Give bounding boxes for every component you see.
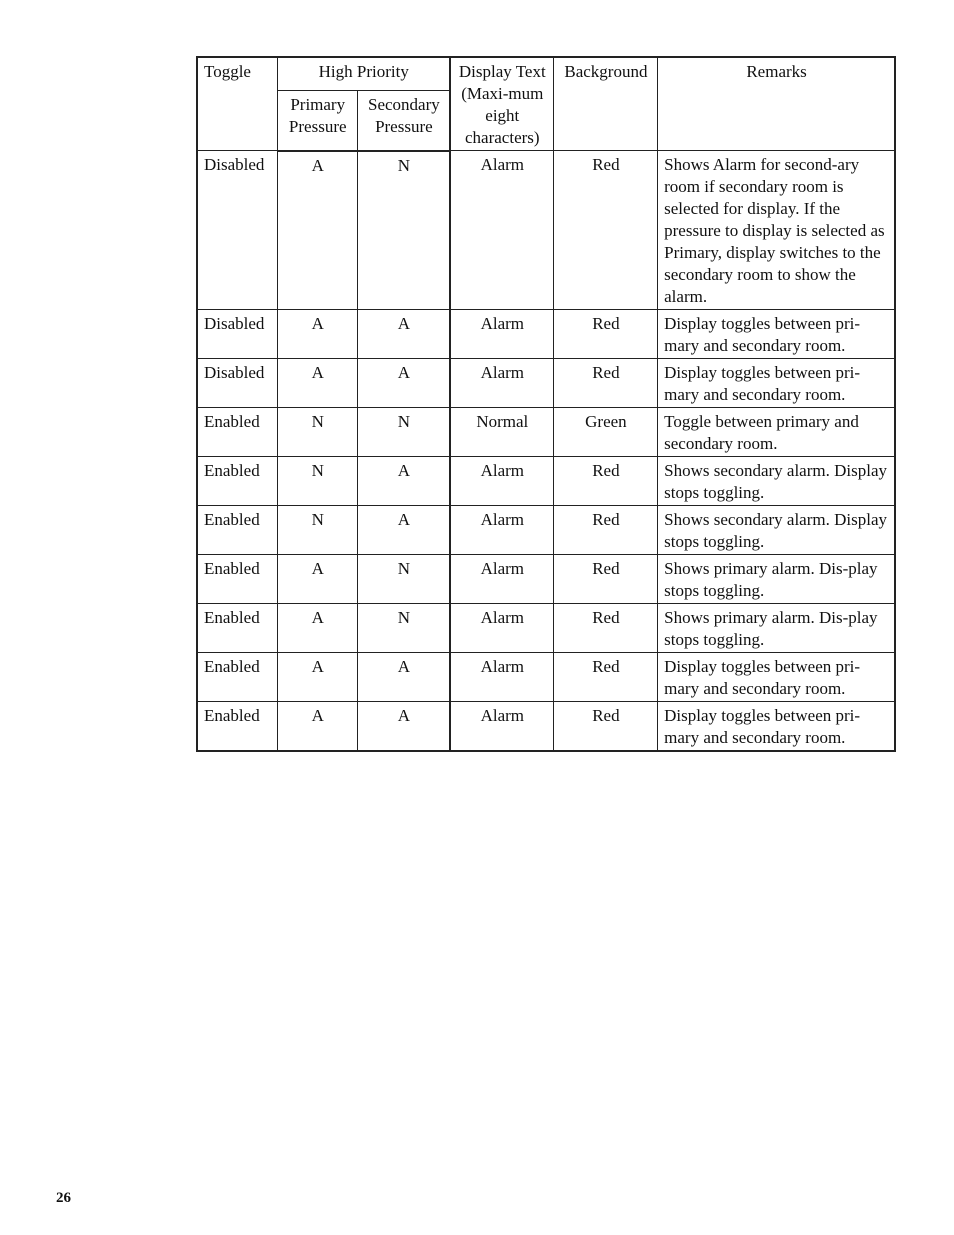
cell-toggle: Enabled — [197, 555, 277, 604]
cell-remarks: Shows secondary alarm. Display stops toggling. — [658, 506, 895, 555]
cell-display-text: Alarm — [450, 702, 553, 752]
cell-secondary-pressure: A — [357, 359, 450, 408]
cell-background: Red — [553, 359, 657, 408]
cell-display-text: Alarm — [450, 457, 553, 506]
table-row — [197, 310, 895, 359]
cell-secondary-pressure: N — [357, 555, 450, 604]
table-body — [197, 151, 895, 752]
table-row — [197, 702, 895, 752]
cell-primary-pressure: A — [277, 653, 357, 702]
cell-toggle: Enabled — [197, 408, 277, 457]
cell-display-text: Alarm — [450, 604, 553, 653]
cell-primary-pressure: A — [277, 310, 357, 359]
cell-primary-pressure: A — [277, 359, 357, 408]
header-remarks: Remarks — [658, 57, 895, 151]
cell-remarks: Shows primary alarm. Dis-play stops toggling. — [658, 555, 895, 604]
cell-secondary-pressure: A — [357, 702, 450, 752]
cell-display-text: Normal — [450, 408, 553, 457]
cell-toggle: Enabled — [197, 653, 277, 702]
cell-toggle: Enabled — [197, 604, 277, 653]
alarm-display-table — [196, 56, 896, 752]
table-row — [197, 653, 895, 702]
cell-primary-pressure: A — [277, 702, 357, 752]
cell-display-text: Alarm — [450, 653, 553, 702]
cell-background: Red — [553, 555, 657, 604]
cell-primary-pressure: A — [277, 151, 357, 310]
cell-secondary-pressure: N — [357, 408, 450, 457]
header-primary-pressure: Primary Pressure — [277, 90, 357, 150]
cell-toggle: Disabled — [197, 359, 277, 408]
cell-primary-pressure: N — [277, 408, 357, 457]
cell-display-text: Alarm — [450, 555, 553, 604]
cell-toggle: Enabled — [197, 506, 277, 555]
cell-remarks: Shows Alarm for second-ary room if secondary room is selected for display. If the pressure to display is selected as Primary, display switches to the secondary room to show the alarm. — [658, 151, 895, 310]
cell-secondary-pressure: A — [357, 310, 450, 359]
table-row — [197, 359, 895, 408]
cell-background: Green — [553, 408, 657, 457]
cell-primary-pressure: N — [277, 457, 357, 506]
cell-remarks: Toggle between primary and secondary room. — [658, 408, 895, 457]
cell-toggle: Enabled — [197, 702, 277, 752]
cell-toggle: Disabled — [197, 151, 277, 310]
header-secondary-pressure: Secondary Pressure — [357, 90, 450, 150]
cell-secondary-pressure: A — [357, 506, 450, 555]
table-row — [197, 408, 895, 457]
header-toggle: Toggle — [197, 57, 277, 151]
cell-primary-pressure: A — [277, 555, 357, 604]
cell-remarks: Display toggles between pri-mary and secondary room. — [658, 310, 895, 359]
cell-primary-pressure: N — [277, 506, 357, 555]
table-row — [197, 604, 895, 653]
cell-display-text: Alarm — [450, 151, 553, 310]
cell-display-text: Alarm — [450, 310, 553, 359]
cell-remarks: Display toggles between pri-mary and secondary room. — [658, 653, 895, 702]
cell-remarks: Display toggles between pri-mary and secondary room. — [658, 702, 895, 752]
cell-background: Red — [553, 457, 657, 506]
cell-remarks: Shows secondary alarm. Display stops toggling. — [658, 457, 895, 506]
cell-background: Red — [553, 702, 657, 752]
cell-background: Red — [553, 151, 657, 310]
cell-display-text: Alarm — [450, 506, 553, 555]
cell-secondary-pressure: N — [357, 604, 450, 653]
cell-toggle: Disabled — [197, 310, 277, 359]
table-row — [197, 457, 895, 506]
header-display-text: Display Text (Maxi-mum eight characters) — [450, 57, 553, 151]
cell-background: Red — [553, 653, 657, 702]
table-row — [197, 151, 895, 310]
cell-remarks: Shows primary alarm. Dis-play stops toggling. — [658, 604, 895, 653]
page-number: 26 — [56, 1190, 71, 1206]
table-row — [197, 506, 895, 555]
cell-background: Red — [553, 310, 657, 359]
cell-toggle: Enabled — [197, 457, 277, 506]
cell-primary-pressure: A — [277, 604, 357, 653]
table-row — [197, 555, 895, 604]
header-high-priority: High Priority — [277, 57, 450, 90]
header-background: Background — [553, 57, 657, 151]
cell-remarks: Display toggles between pri-mary and secondary room. — [658, 359, 895, 408]
cell-background: Red — [553, 604, 657, 653]
cell-secondary-pressure: N — [357, 151, 450, 310]
table-header — [197, 57, 895, 151]
cell-secondary-pressure: A — [357, 457, 450, 506]
cell-background: Red — [553, 506, 657, 555]
cell-display-text: Alarm — [450, 359, 553, 408]
cell-secondary-pressure: A — [357, 653, 450, 702]
